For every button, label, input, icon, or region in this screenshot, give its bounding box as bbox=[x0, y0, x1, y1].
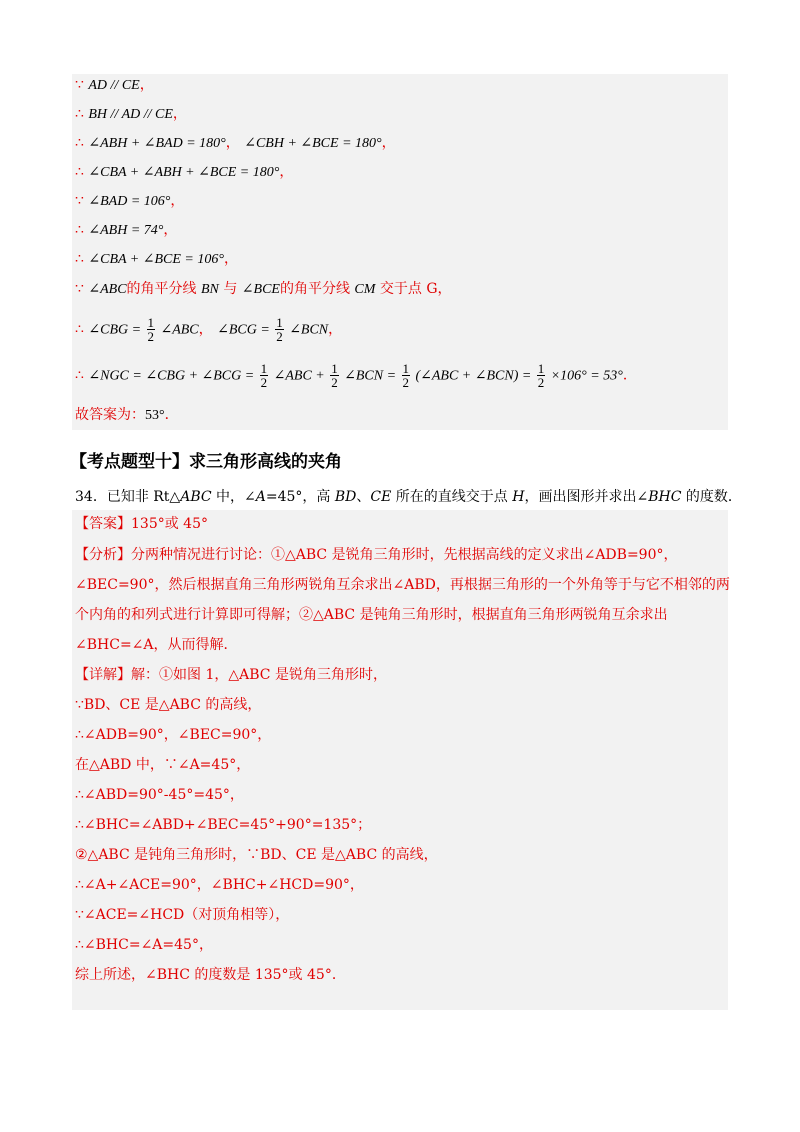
section-heading: 【考点题型十】求三角形高线的夹角 bbox=[70, 452, 342, 472]
detail-line: ∴∠BHC=∠ABD+∠BEC=45°+90°=135°； bbox=[75, 817, 372, 833]
detail-line: ∴∠A+∠ACE=90°，∠BHC+∠HCD=90°， bbox=[75, 877, 364, 893]
analysis-line: 【分析】分两种情况进行讨论：①△ABC 是锐角三角形时，先根据高线的定义求出∠ADB=90°， bbox=[75, 547, 678, 563]
detail-line: ∵∠ACE=∠HCD（对顶角相等）， bbox=[75, 907, 290, 923]
answer-line: 故答案为：53°． bbox=[75, 407, 179, 423]
detail-line: ∴∠BHC=∠A=45°， bbox=[75, 937, 213, 953]
detail-line: ②△ABC 是钝角三角形时，∵BD、CE 是△ABC 的高线， bbox=[75, 847, 438, 863]
detail-line: 在△ABD 中，∵∠A=45°， bbox=[75, 757, 251, 773]
solution-line: ∴ BH // AD // CE， bbox=[75, 106, 187, 122]
analysis-line: ∠BHC=∠A，从而得解． bbox=[75, 637, 238, 653]
fraction: $\frac{1}{2}$ bbox=[331, 361, 338, 390]
solution-line: ∵ AD // CE， bbox=[75, 77, 154, 93]
detail-line: ∴∠ABD=90°-45°=45°， bbox=[75, 787, 244, 803]
detail-line: ∴∠ADB=90°，∠BEC=90°， bbox=[75, 727, 272, 743]
solution-line: ∴ ∠ABH + ∠BAD = 180°， ∠CBH + ∠BCE = 180°， bbox=[75, 135, 396, 151]
solution-line: ∴ ∠CBA + ∠ABH + ∠BCE = 180°， bbox=[75, 164, 294, 180]
solution-line: ∵ ∠BAD = 106°， bbox=[75, 193, 185, 209]
solution-line: ∴ ∠NGC = ∠CBG + ∠BCG = $\frac{1}{2}$ ∠ABC + $\frac{1}{2}$ ∠BCN = $\frac{1}{2}$ (∠ABC + ∠BCN) = $\frac{1}{2}$ ×106° = 53°． bbox=[75, 361, 637, 390]
analysis-line: ∠BEC=90°，然后根据直角三角形两锐角互余求出∠ABD，再根据三角形的一个外角等于与它不相邻的两 bbox=[75, 577, 730, 593]
detail-line: 【详解】解：①如图 1，△ABC 是锐角三角形时， bbox=[75, 667, 387, 683]
summary-line: 综上所述，∠BHC 的度数是 135°或 45°． bbox=[75, 967, 346, 983]
solution-line: ∴ ∠ABH = 74°， bbox=[75, 222, 178, 238]
solution-line: ∵ ∠ABC的角平分线 BN 与 ∠BCE的角平分线 CM 交于点 G， bbox=[75, 281, 452, 297]
fraction: $\frac{1}{2}$ bbox=[402, 361, 409, 390]
solution-line: ∴ ∠CBG = $\frac{1}{2}$ ∠ABC， ∠BCG = $\frac{1}{2}$ ∠BCN， bbox=[75, 315, 343, 344]
fraction: $\frac{1}{2}$ bbox=[260, 361, 268, 390]
fraction: $\frac{1}{2}$ bbox=[276, 315, 283, 344]
fraction: $\frac{1}{2}$ bbox=[537, 361, 545, 390]
question-34: 34．已知非 Rt△ABC 中，∠A=45°，高 BD、CE 所在的直线交于点 H，画出图形并求出∠BHC 的度数． bbox=[75, 489, 742, 505]
fraction: $\frac{1}{2}$ bbox=[147, 315, 155, 344]
detail-line: ∵BD、CE 是△ABC 的高线， bbox=[75, 697, 262, 713]
analysis-line: 个内角的和列式进行计算即可得解；②△ABC 是钝角三角形时，根据直角三角形两锐角互余求出 bbox=[75, 607, 668, 623]
solution-line: ∴ ∠CBA + ∠BCE = 106°， bbox=[75, 251, 238, 267]
answer-label: 【答案】135°或 45° bbox=[75, 516, 208, 532]
